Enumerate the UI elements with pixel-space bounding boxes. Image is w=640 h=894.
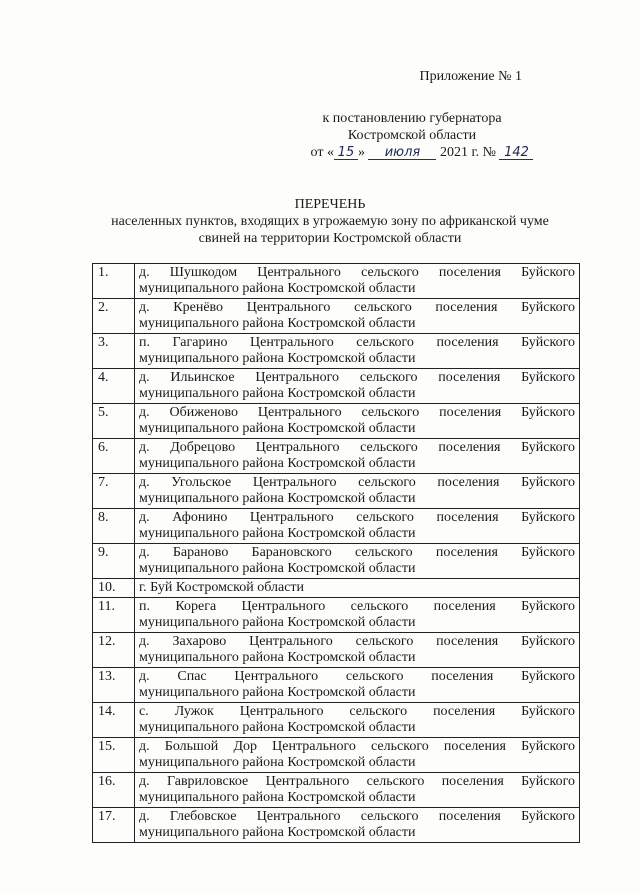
date-year: 2021 г. № [439,145,496,160]
title-line-2: свиней на территории Костромской области [198,231,462,246]
date-mid: » [357,145,365,160]
row-settlement [135,579,580,598]
settlement-name-line: д. Бараново Барановского сельского поселения Буйского [139,545,575,560]
table-row [93,509,580,544]
settlement-district-line: муниципального района Костромской области [139,561,416,576]
settlement-district-line: муниципального района Костромской области [139,790,416,805]
settlement-district-line: муниципального района Костромской области [139,491,416,506]
row-settlement [135,703,580,738]
table-row [93,544,580,579]
settlement-name-line: д. Шушкодом Центрального сельского поселения Буйского [139,265,575,280]
row-settlement [135,404,580,439]
settlement-name-line: п. Гагарино Центрального сельского поселения Буйского [139,335,575,350]
settlement-district-line: муниципального района Костромской области [139,351,416,366]
row-number: 6. [93,439,135,474]
row-number: 3. [93,334,135,369]
settlement-district-line: муниципального района Костромской области [139,755,416,770]
table-row [93,738,580,773]
settlement-district-line: муниципального района Костромской области [139,421,416,436]
row-number: 7. [93,474,135,509]
row-number: 1. [93,264,135,299]
settlement-name-line: д. Ильинское Центрального сельского поселения Буйского [139,370,575,385]
settlement-district-line: муниципального района Костромской области [139,526,416,541]
settlement-name-line: д. Захарово Центрального сельского поселения Буйского [139,634,575,649]
decree-line-2: Костромской области [347,128,477,143]
row-number: 16. [93,773,135,808]
row-settlement [135,773,580,808]
table-row [93,474,580,509]
row-number: 13. [93,668,135,703]
settlement-name-line: д. Спас Центрального сельского поселения Буйского [139,669,575,684]
row-settlement [135,738,580,773]
table-row [93,334,580,369]
table-row [93,579,580,598]
settlement-district-line: муниципального района Костромской области [139,650,416,665]
table-row [93,703,580,738]
row-number: 9. [93,544,135,579]
table-row [93,299,580,334]
row-number: 10. [93,579,135,598]
settlement-name-line: д. Глебовское Центрального сельского поселения Буйского [139,809,575,824]
settlement-district-line: муниципального района Костромской области [139,316,416,331]
table-row [93,808,580,843]
settlement-name-line: д. Угольское Центрального сельского поселения Буйского [139,475,575,490]
row-number: 17. [93,808,135,843]
row-number: 8. [93,509,135,544]
decree-reference [262,110,562,161]
table-row [93,633,580,668]
row-number: 14. [93,703,135,738]
settlement-name-line: д. Большой Дор Центрального сельского поселения Буйского [139,739,575,754]
row-settlement [135,369,580,404]
row-number: 15. [93,738,135,773]
settlement-district-line: муниципального района Костромской области [139,720,416,735]
settlements-table-body [93,264,580,843]
table-row [93,369,580,404]
settlement-district-line: муниципального района Костромской области [139,615,416,630]
settlement-district-line: муниципального района Костромской области [139,281,416,296]
table-row [93,773,580,808]
row-number: 11. [93,598,135,633]
handwritten-month: июля [368,146,436,160]
decree-line-1: к постановлению губернатора [322,111,502,126]
handwritten-number: 142 [499,146,533,160]
settlement-name-line: д. Гавриловское Центрального сельского поселения Буйского [139,774,575,789]
row-number: 2. [93,299,135,334]
row-settlement [135,633,580,668]
table-row [93,439,580,474]
settlement-district-line: муниципального района Костромской области [139,456,416,471]
row-settlement [135,439,580,474]
settlement-district-line: муниципального района Костромской области [139,825,416,840]
row-settlement [135,334,580,369]
settlement-name-line: п. Корега Центрального сельского поселения Буйского [139,599,575,614]
settlement-name-line: д. Афонино Центрального сельского поселения Буйского [139,510,575,525]
row-settlement [135,598,580,633]
title-line-1: населенных пунктов, входящих в угрожаемую зону по африканской чуме [111,214,549,229]
settlement-name-line: с. Лужок Центрального сельского поселения Буйского [139,704,575,719]
row-settlement [135,509,580,544]
settlement-name-line: д. Добрецово Центрального сельского поселения Буйского [139,440,575,455]
handwritten-day: 15 [334,146,358,160]
row-number: 5. [93,404,135,439]
row-number: 12. [93,633,135,668]
date-prefix: от « [310,145,334,160]
row-settlement [135,668,580,703]
settlement-name-line: г. Буй Костромской области [139,580,305,595]
settlement-name-line: д. Кренёво Центрального сельского поселения Буйского [139,300,575,315]
settlements-table [92,263,580,843]
row-number: 4. [93,369,135,404]
title-heading: ПЕРЕЧЕНЬ [294,197,366,212]
row-settlement [135,544,580,579]
appendix-label: Приложение № 1 [419,69,522,84]
row-settlement [135,299,580,334]
table-row [93,598,580,633]
settlement-district-line: муниципального района Костромской области [139,386,416,401]
row-settlement [135,808,580,843]
document-title [80,196,580,247]
table-row [93,404,580,439]
table-row [93,264,580,299]
row-settlement [135,264,580,299]
decree-date-line [282,144,562,161]
settlement-district-line: муниципального района Костромской области [139,685,416,700]
settlement-name-line: д. Обиженово Центрального сельского поселения Буйского [139,405,575,420]
table-row [93,668,580,703]
row-settlement [135,474,580,509]
